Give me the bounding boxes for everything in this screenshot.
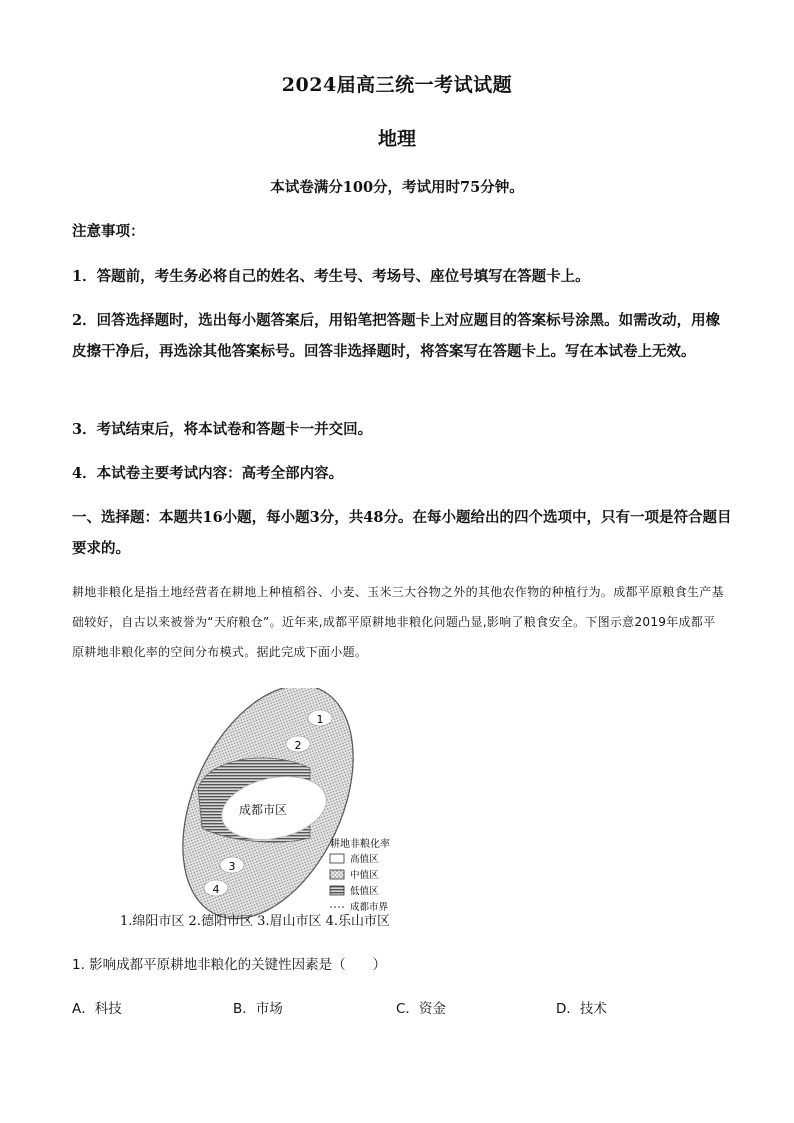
legend-low-label: 低值区 <box>350 886 379 897</box>
subject-title: 地理 <box>377 128 416 150</box>
non-grain-rate-figure <box>150 688 440 938</box>
notice-item-4: 4．本试卷主要考试内容：高考全部内容。 <box>72 465 344 482</box>
notice-heading: 注意事项： <box>72 223 145 240</box>
option-c: C．资金 <box>396 1001 446 1017</box>
zone-4-number: 4 <box>212 883 220 896</box>
notice-item-3: 3．考试结束后，将本试卷和答题卡一并交回。 <box>72 421 373 438</box>
city-center-label: 成都市区 <box>238 803 288 817</box>
notice-item-1: 1．答题前，考生务必将自己的姓名、考生号、考场号、座位号填写在答题卡上。 <box>72 268 590 285</box>
zone-1-number: 1 <box>316 713 324 726</box>
option-d: D．技术 <box>556 1001 607 1017</box>
zone-2-number: 2 <box>294 739 302 752</box>
question-1-stem: 1. 影响成都平原耕地非粮化的关键性因素是（ ） <box>72 957 387 973</box>
legend-low-swatch <box>330 886 344 895</box>
option-a: A．科技 <box>72 1001 122 1017</box>
exam-title: 2024届高三统一考试试题 <box>281 74 513 96</box>
reading-passage: 耕地非粮化是指土地经营者在耕地上种植稻谷、小麦、玉米三大谷物之外的其他农作物的种植行为。成都平原粮食生产基础较好，自古以来被誉为“天府粮仓”。近年来,成都平原耕地非粮化问题凸显,影响了粮食安全。下图示意2019年成都平原耕地非粮化率的空间分布模式。据此完成下面小题。 <box>72 585 724 659</box>
section-heading: 一、选择题：本题共16小题，每小题3分，共48分。在每小题给出的四个选项中，只有一项是符合题目要求的。 <box>72 509 732 557</box>
figure-caption: 1.绵阳市区 2.德阳市区 3.眉山市区 4.乐山市区 <box>120 914 391 929</box>
legend-mid-label: 中值区 <box>350 870 379 881</box>
exam-info: 本试卷满分100分，考试用时75分钟。 <box>270 179 524 196</box>
legend-boundary-label: 成都市界 <box>350 902 389 913</box>
option-b: B．市场 <box>233 1001 283 1017</box>
legend-title: 耕地非粮化率 <box>330 839 390 850</box>
legend-mid-swatch <box>330 870 344 879</box>
notice-item-2: 2．回答选择题时，选出每小题答案后，用铅笔把答题卡上对应题目的答案标号涂黑。如需改动，用橡皮擦干净后，再选涂其他答案标号。回答非选择题时，将答案写在答题卡上。写在本试卷上无效。 <box>72 312 721 360</box>
legend-high-label: 高值区 <box>350 854 379 865</box>
legend-high-swatch <box>330 854 344 863</box>
zone-3-number: 3 <box>228 860 236 873</box>
